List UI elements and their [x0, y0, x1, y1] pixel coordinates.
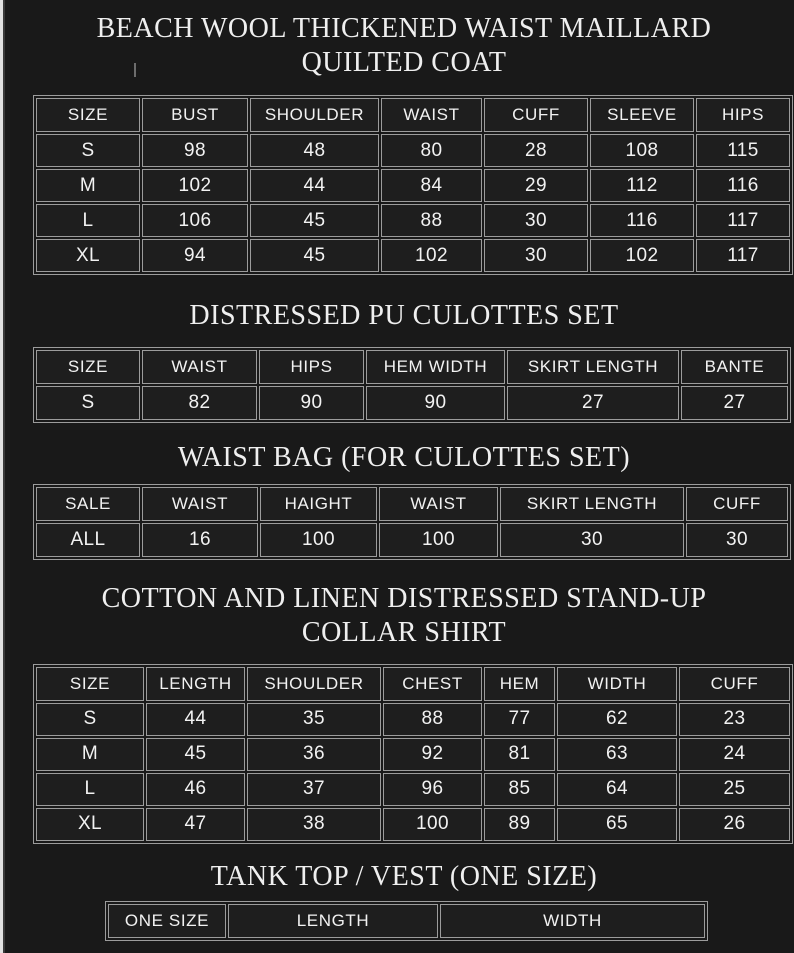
- size-cell: S: [36, 703, 144, 736]
- size-cell: L: [36, 204, 140, 237]
- size-table-shirt: [33, 664, 793, 844]
- column-header: LENGTH: [228, 904, 438, 938]
- measurement-cell: 106: [142, 204, 248, 237]
- measurement-cell: 65: [557, 808, 677, 841]
- measurement-cell: 102: [590, 239, 694, 272]
- measurement-cell: 45: [250, 239, 379, 272]
- column-header: BUST: [142, 98, 248, 132]
- measurement-cell: 35: [247, 703, 381, 736]
- column-header: SHOULDER: [247, 667, 381, 701]
- measurement-cell: 27: [507, 386, 679, 420]
- column-header: CUFF: [686, 487, 788, 521]
- column-header: CUFF: [484, 98, 588, 132]
- measurement-cell: 38: [247, 808, 381, 841]
- measurement-cell: 100: [379, 523, 498, 557]
- measurement-cell: 85: [484, 773, 555, 806]
- measurement-cell: 30: [500, 523, 684, 557]
- measurement-cell: 102: [142, 169, 248, 202]
- left-edge-strip: [0, 0, 5, 953]
- size-cell: M: [36, 169, 140, 202]
- measurement-cell: 88: [383, 703, 482, 736]
- header-row: [108, 904, 705, 938]
- measurement-cell: 92: [383, 738, 482, 771]
- column-header: ONE SIZE: [108, 904, 226, 938]
- section-culottes: [33, 299, 775, 423]
- column-header: WAIST: [142, 350, 257, 384]
- measurement-cell: 90: [259, 386, 364, 420]
- section-tank-top: [33, 860, 775, 942]
- table-row: [36, 703, 790, 736]
- column-header: SALE: [36, 487, 140, 521]
- section-title-tank-top: TANK TOP / VEST (ONE SIZE): [210, 860, 598, 892]
- column-header: HIPS: [259, 350, 364, 384]
- measurement-cell: 117: [696, 239, 790, 272]
- section-title-waist-bag: WAIST BAG (FOR CULOTTES SET): [177, 441, 631, 473]
- section-title-culottes: DISTRESSED PU CULOTTES SET: [189, 300, 619, 332]
- section-coat: [33, 12, 775, 275]
- measurement-cell: 116: [590, 204, 694, 237]
- header-row: [36, 350, 788, 384]
- section-title-shirt: COTTON AND LINEN DISTRESSED STAND-UP COLLAR SHIRT: [101, 583, 707, 648]
- size-cell: ALL: [36, 523, 140, 557]
- column-header: SKIRT LENGTH: [507, 350, 679, 384]
- measurement-cell: 94: [142, 239, 248, 272]
- measurement-cell: 100: [383, 808, 482, 841]
- table-row: [36, 738, 790, 771]
- measurement-cell: 102: [381, 239, 482, 272]
- column-header: WIDTH: [557, 667, 677, 701]
- column-header: HEM: [484, 667, 555, 701]
- table-row: [36, 808, 790, 841]
- measurement-cell: 62: [557, 703, 677, 736]
- measurement-cell: 44: [250, 169, 379, 202]
- column-header: BANTE: [681, 350, 788, 384]
- table-row: [36, 204, 790, 237]
- column-header: SIZE: [36, 667, 144, 701]
- header-row: [36, 487, 788, 521]
- section-title-coat: BEACH WOOL THICKENED WAIST MAILLARD QUILTED COAT: [96, 13, 712, 78]
- measurement-cell: 37: [247, 773, 381, 806]
- measurement-cell: 96: [383, 773, 482, 806]
- size-cell: L: [36, 773, 144, 806]
- measurement-cell: 90: [366, 386, 505, 420]
- measurement-cell: 116: [696, 169, 790, 202]
- measurement-cell: 44: [146, 703, 245, 736]
- measurement-cell: 108: [590, 134, 694, 167]
- measurement-cell: 63: [557, 738, 677, 771]
- size-cell: XL: [36, 808, 144, 841]
- measurement-cell: 46: [146, 773, 245, 806]
- measurement-cell: 48: [250, 134, 379, 167]
- column-header: LENGTH: [146, 667, 245, 701]
- size-table-tank-top: [105, 901, 708, 941]
- header-row: [36, 98, 790, 132]
- measurement-cell: 117: [696, 204, 790, 237]
- measurement-cell: 47: [146, 808, 245, 841]
- measurement-cell: 45: [146, 738, 245, 771]
- column-header: HEM WIDTH: [366, 350, 505, 384]
- column-header: SHOULDER: [250, 98, 379, 132]
- column-header: SKIRT LENGTH: [500, 487, 684, 521]
- measurement-cell: 64: [557, 773, 677, 806]
- table-row: [36, 169, 790, 202]
- measurement-cell: 30: [484, 239, 588, 272]
- measurement-cell: 30: [686, 523, 788, 557]
- table-row: [36, 386, 788, 420]
- measurement-cell: 45: [250, 204, 379, 237]
- measurement-cell: 89: [484, 808, 555, 841]
- measurement-cell: 84: [381, 169, 482, 202]
- size-chart-content: [33, 0, 775, 941]
- size-cell: M: [36, 738, 144, 771]
- measurement-cell: 26: [679, 808, 790, 841]
- measurement-cell: 98: [142, 134, 248, 167]
- column-header: WAIST: [142, 487, 258, 521]
- measurement-cell: 115: [696, 134, 790, 167]
- size-cell: XL: [36, 239, 140, 272]
- size-table-culottes: [33, 347, 791, 423]
- section-waist-bag: [33, 441, 775, 561]
- measurement-cell: 24: [679, 738, 790, 771]
- column-header: WIDTH: [440, 904, 705, 938]
- size-cell: S: [36, 134, 140, 167]
- column-header: SIZE: [36, 350, 140, 384]
- header-row: [36, 667, 790, 701]
- measurement-cell: 28: [484, 134, 588, 167]
- size-table-coat: [33, 95, 793, 275]
- column-header: WAIST: [379, 487, 498, 521]
- table-row: [36, 239, 790, 272]
- column-header: SIZE: [36, 98, 140, 132]
- size-table-waist-bag: [33, 484, 791, 560]
- measurement-cell: 100: [260, 523, 377, 557]
- measurement-cell: 29: [484, 169, 588, 202]
- measurement-cell: 88: [381, 204, 482, 237]
- table-row: [36, 134, 790, 167]
- measurement-cell: 81: [484, 738, 555, 771]
- measurement-cell: 36: [247, 738, 381, 771]
- table-row: [36, 523, 788, 557]
- column-header: HAIGHT: [260, 487, 377, 521]
- size-cell: S: [36, 386, 140, 420]
- column-header: CHEST: [383, 667, 482, 701]
- column-header: WAIST: [381, 98, 482, 132]
- measurement-cell: 77: [484, 703, 555, 736]
- column-header: CUFF: [679, 667, 790, 701]
- measurement-cell: 80: [381, 134, 482, 167]
- table-row: [36, 773, 790, 806]
- measurement-cell: 112: [590, 169, 694, 202]
- measurement-cell: 82: [142, 386, 257, 420]
- measurement-cell: 27: [681, 386, 788, 420]
- column-header: SLEEVE: [590, 98, 694, 132]
- column-header: HIPS: [696, 98, 790, 132]
- section-shirt: [33, 582, 775, 843]
- measurement-cell: 23: [679, 703, 790, 736]
- measurement-cell: 25: [679, 773, 790, 806]
- measurement-cell: 16: [142, 523, 258, 557]
- measurement-cell: 30: [484, 204, 588, 237]
